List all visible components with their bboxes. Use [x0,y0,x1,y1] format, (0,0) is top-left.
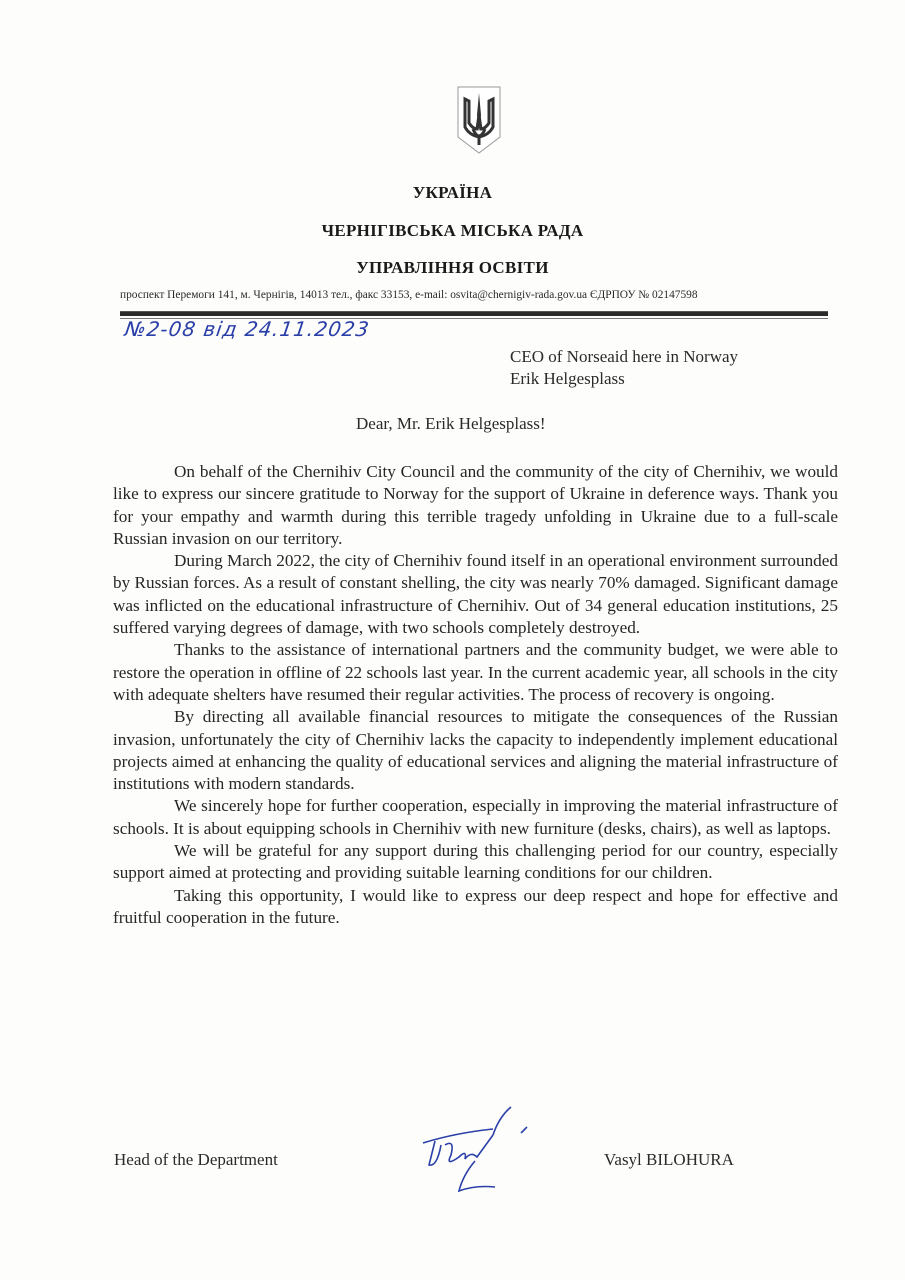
letterhead-divider [120,311,828,316]
paragraph: By directing all available financial resources to mitigate the consequences of the Russian invasion, unfortunately the city of Chernihiv lacks the capacity to independently implement educational projects aimed at enhancing the quality of educational services and aligning the material infrastructure of institutions with modern standards. [113,707,838,794]
recipient-block [510,346,738,390]
letterhead-department: УПРАВЛІННЯ ОСВІТИ [356,258,549,277]
letterhead-council: ЧЕРНІГІВСЬКА МІСЬКА РАДА [321,221,584,240]
handwritten-reference-number: №2-08 від 24.11.2023 [123,317,372,341]
greeting: Dear, Mr. Erik Helgesplass! [356,414,546,433]
ukraine-trident-icon [455,85,503,155]
recipient-name: Erik Helgesplass [510,369,625,388]
signatory-name: Vasyl BILOHURA [604,1150,734,1169]
paragraph: During March 2022, the city of Chernihiv found itself in an operational environment surrounded by Russian forces. As a result of constant shelling, the city was nearly 70% damaged. Significant damage was inflicted on the educational infrastructure of Chernihiv. Out of 34 general education institutions, 25 suffered varying degrees of damage, with two schools completely destroyed. [113,551,838,638]
letter-body [113,461,838,929]
letterhead-contact-line: проспект Перемоги 141, м. Чернігів, 14013 тел., факс 33153, e-mail: osvita@chernigiv-rada.gov.ua ЄДРПОУ № 02147598 [120,289,698,301]
paragraph: We sincerely hope for further cooperation, especially in improving the material infrastructure of schools. It is about equipping schools in Chernihiv with new furniture (desks, chairs), as well as laptops. [113,796,838,838]
signatory-title: Head of the Department [114,1150,278,1169]
paragraph: Thanks to the assistance of international partners and the community budget, we were able to restore the operation in offline of 22 schools last year. In the current academic year, all schools in the city with adequate shelters have resumed their regular activities. The process of recovery is ongoing. [113,640,838,704]
paragraph: On behalf of the Chernihiv City Council and the community of the city of Chernihiv, we would like to express our sincere gratitude to Norway for the support of Ukraine in deference ways. Thank you for your empathy and warmth during this terrible tragedy unfolding in Ukraine due to a full-scale Russian invasion on our territory. [113,462,838,548]
handwritten-signature [415,1105,555,1200]
recipient-title: CEO of Norseaid here in Norway [510,347,739,366]
paragraph: Taking this opportunity, I would like to express our deep respect and hope for effective and fruitful cooperation in the future. [113,885,838,927]
letterhead-country: УКРАЇНА [412,183,493,202]
paragraph: We will be grateful for any support during this challenging period for our country, especially support aimed at protecting and providing suitable learning conditions for our children. [113,841,838,883]
